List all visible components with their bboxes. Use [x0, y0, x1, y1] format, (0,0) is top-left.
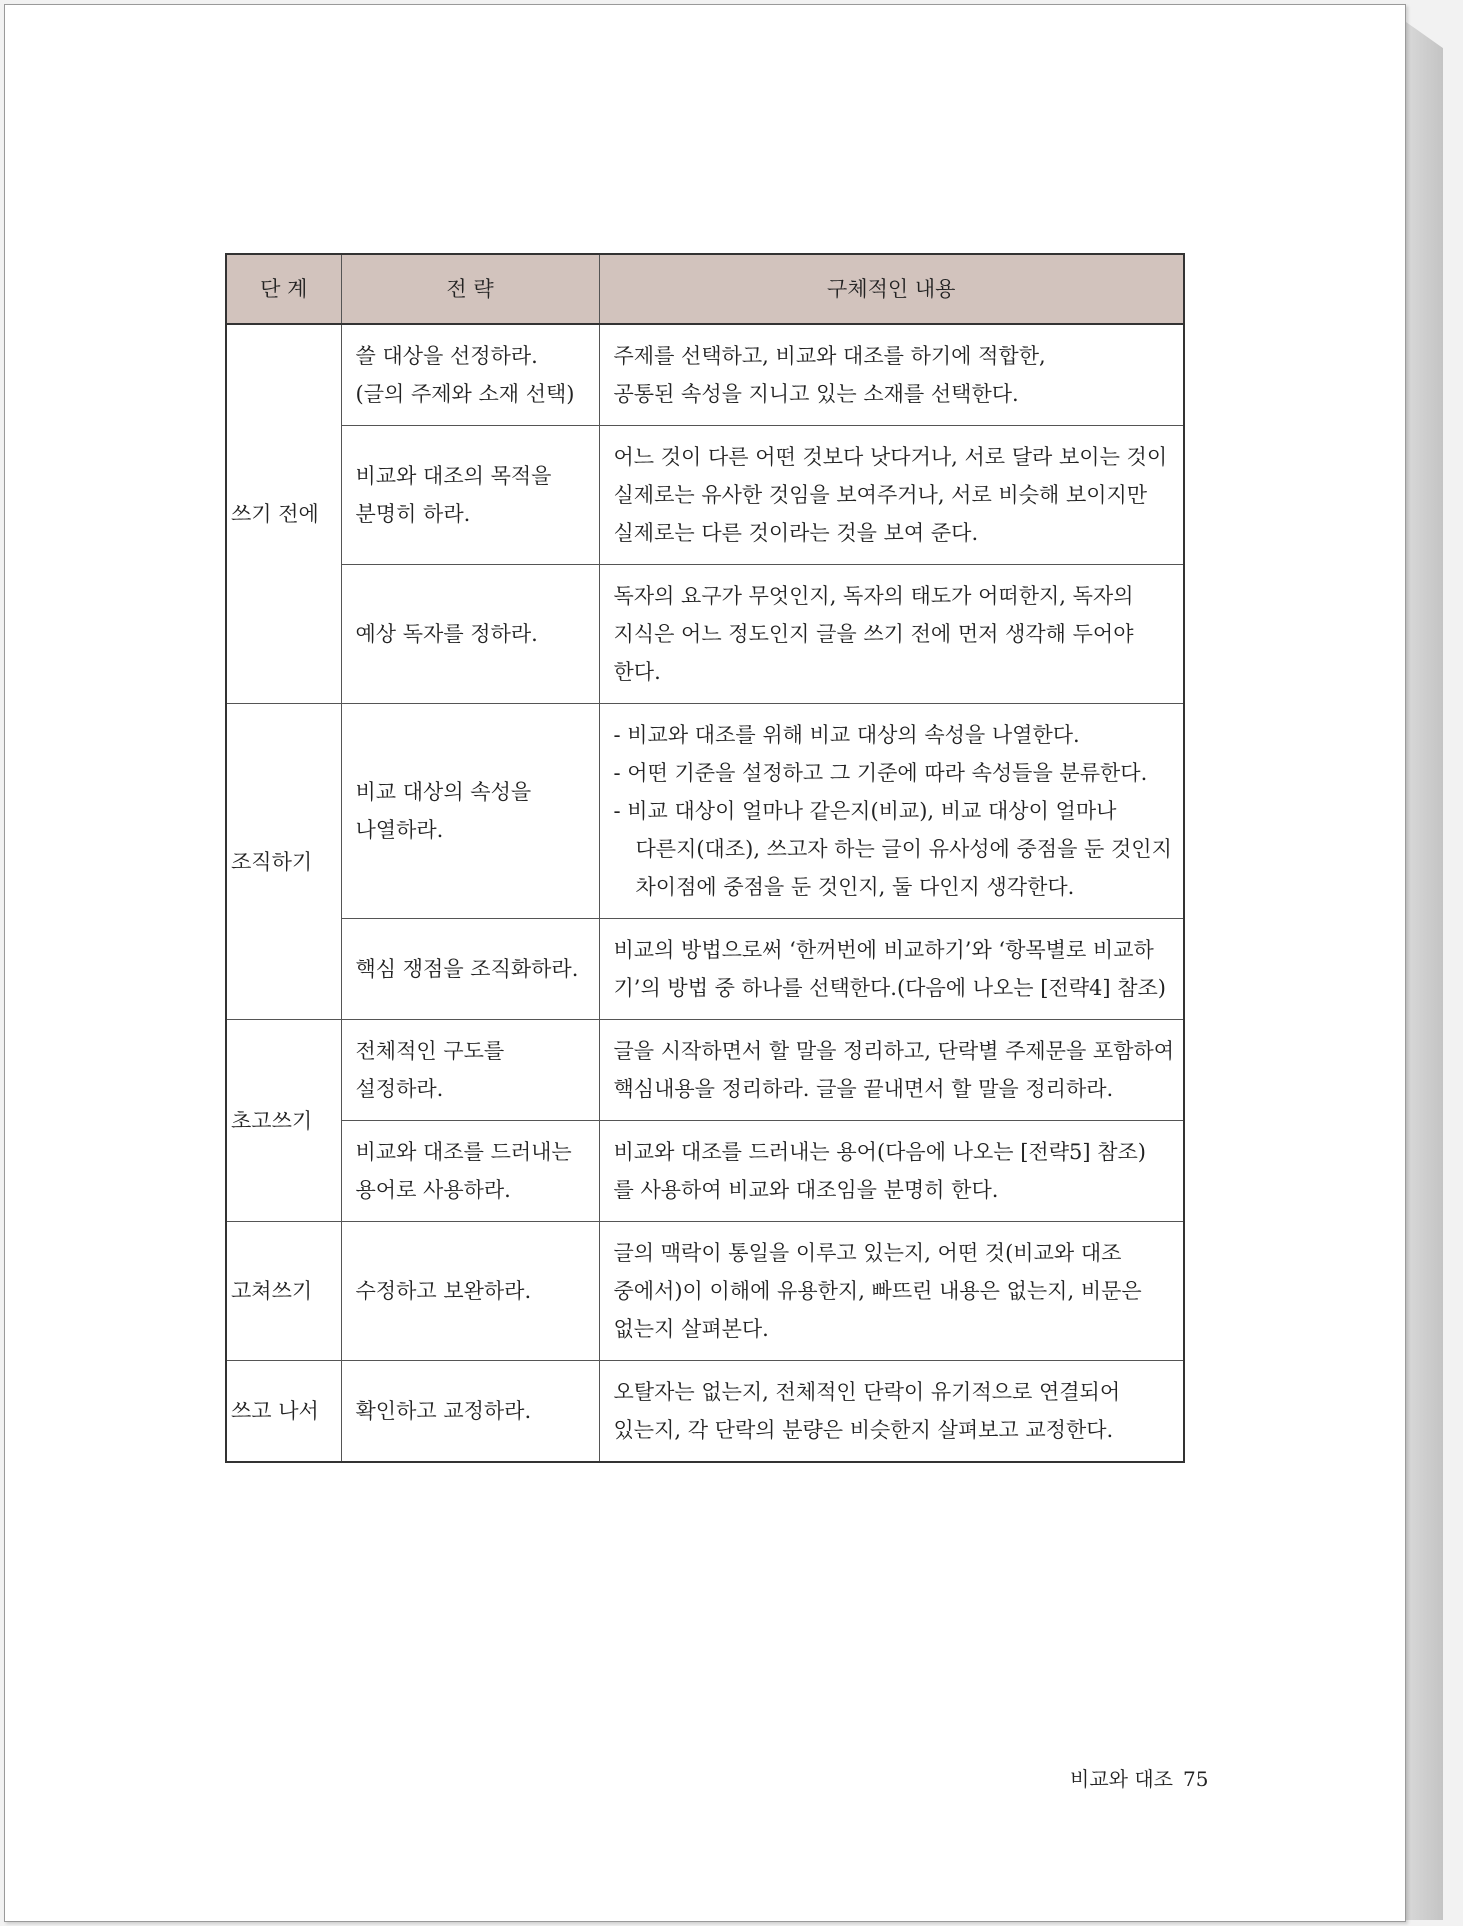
stage-cell: 고쳐쓰기 — [226, 1222, 341, 1361]
detail-cell: 글을 시작하면서 할 말을 정리하고, 단락별 주제문을 포함하여 핵심내용을 정리하라. 글을 끝내면서 할 말을 정리하라. — [599, 1020, 1184, 1121]
strategy-table — [225, 253, 1185, 1463]
table-row — [226, 1121, 1184, 1222]
stage-cell: 조직하기 — [226, 704, 341, 1020]
detail-cell: 오탈자는 없는지, 전체적인 단락이 유기적으로 연결되어 있는지, 각 단락의 분량은 비슷한지 살펴보고 교정한다. — [599, 1361, 1184, 1463]
page-number: 75 — [1182, 1767, 1209, 1791]
table-row — [226, 1361, 1184, 1463]
chapter-title: 비교와 대조 — [1070, 1767, 1173, 1791]
stage-cell: 쓰고 나서 — [226, 1361, 341, 1463]
detail-cell — [599, 704, 1184, 919]
table-row — [226, 565, 1184, 704]
detail-cell: 비교와 대조를 드러내는 용어(다음에 나오는 [전략5] 참조) 를 사용하여 비교와 대조임을 분명히 한다. — [599, 1121, 1184, 1222]
table-row — [226, 426, 1184, 565]
detail-cell: 글의 맥락이 통일을 이루고 있는지, 어떤 것(비교와 대조 중에서)이 이해에 유용한지, 빠뜨린 내용은 없는지, 비문은 없는지 살펴본다. — [599, 1222, 1184, 1361]
stage-cell: 초고쓰기 — [226, 1020, 341, 1222]
bullet-item: - 비교와 대조를 위해 비교 대상의 속성을 나열한다. — [613, 723, 1080, 747]
bullet-continuation: 차이점에 중점을 둔 것인지, 둘 다인지 생각한다. — [635, 875, 1075, 899]
table-header-row — [226, 254, 1184, 324]
strategy-cell: 확인하고 교정하라. — [341, 1361, 599, 1463]
detail-cell: 주제를 선택하고, 비교와 대조를 하기에 적합한, 공통된 속성을 지니고 있는 소재를 선택한다. — [599, 324, 1184, 426]
header-strategy: 전 략 — [341, 254, 599, 324]
page-footer — [1070, 1763, 1208, 1792]
table-row — [226, 1020, 1184, 1121]
table-row — [226, 324, 1184, 426]
strategy-cell: 수정하고 보완하라. — [341, 1222, 599, 1361]
bullet-item: - 비교 대상이 얼마나 같은지(비교), 비교 대상이 얼마나 — [613, 799, 1117, 823]
strategy-cell: 예상 독자를 정하라. — [341, 565, 599, 704]
strategy-cell: 비교와 대조를 드러내는 용어로 사용하라. — [341, 1121, 599, 1222]
strategy-cell: 쓸 대상을 선정하라. (글의 주제와 소재 선택) — [341, 324, 599, 426]
strategy-cell: 비교와 대조의 목적을 분명히 하라. — [341, 426, 599, 565]
book-page — [4, 4, 1406, 1922]
header-stage: 단 계 — [226, 254, 341, 324]
strategy-cell: 비교 대상의 속성을 나열하라. — [341, 704, 599, 919]
detail-cell: 독자의 요구가 무엇인지, 독자의 태도가 어떠한지, 독자의 지식은 어느 정도인지 글을 쓰기 전에 먼저 생각해 두어야 한다. — [599, 565, 1184, 704]
strategy-cell: 핵심 쟁점을 조직화하라. — [341, 919, 599, 1020]
table-row — [226, 1222, 1184, 1361]
detail-cell: 비교의 방법으로써 ‘한꺼번에 비교하기’와 ‘항목별로 비교하 기’의 방법 중 하나를 선택한다.(다음에 나오는 [전략4] 참조) — [599, 919, 1184, 1020]
strategy-cell: 전체적인 구도를 설정하라. — [341, 1020, 599, 1121]
bullet-item: - 어떤 기준을 설정하고 그 기준에 따라 속성들을 분류한다. — [613, 761, 1148, 785]
header-detail: 구체적인 내용 — [599, 254, 1184, 324]
detail-cell: 어느 것이 다른 어떤 것보다 낫다거나, 서로 달라 보이는 것이 실제로는 유사한 것임을 보여주거나, 서로 비슷해 보이지만 실제로는 다른 것이라는 것을 보여 준다. — [599, 426, 1184, 565]
table-row — [226, 919, 1184, 1020]
bullet-continuation: 다른지(대조), 쓰고자 하는 글이 유사성에 중점을 둔 것인지 — [635, 837, 1172, 861]
stage-cell: 쓰기 전에 — [226, 324, 341, 704]
table-row — [226, 704, 1184, 919]
